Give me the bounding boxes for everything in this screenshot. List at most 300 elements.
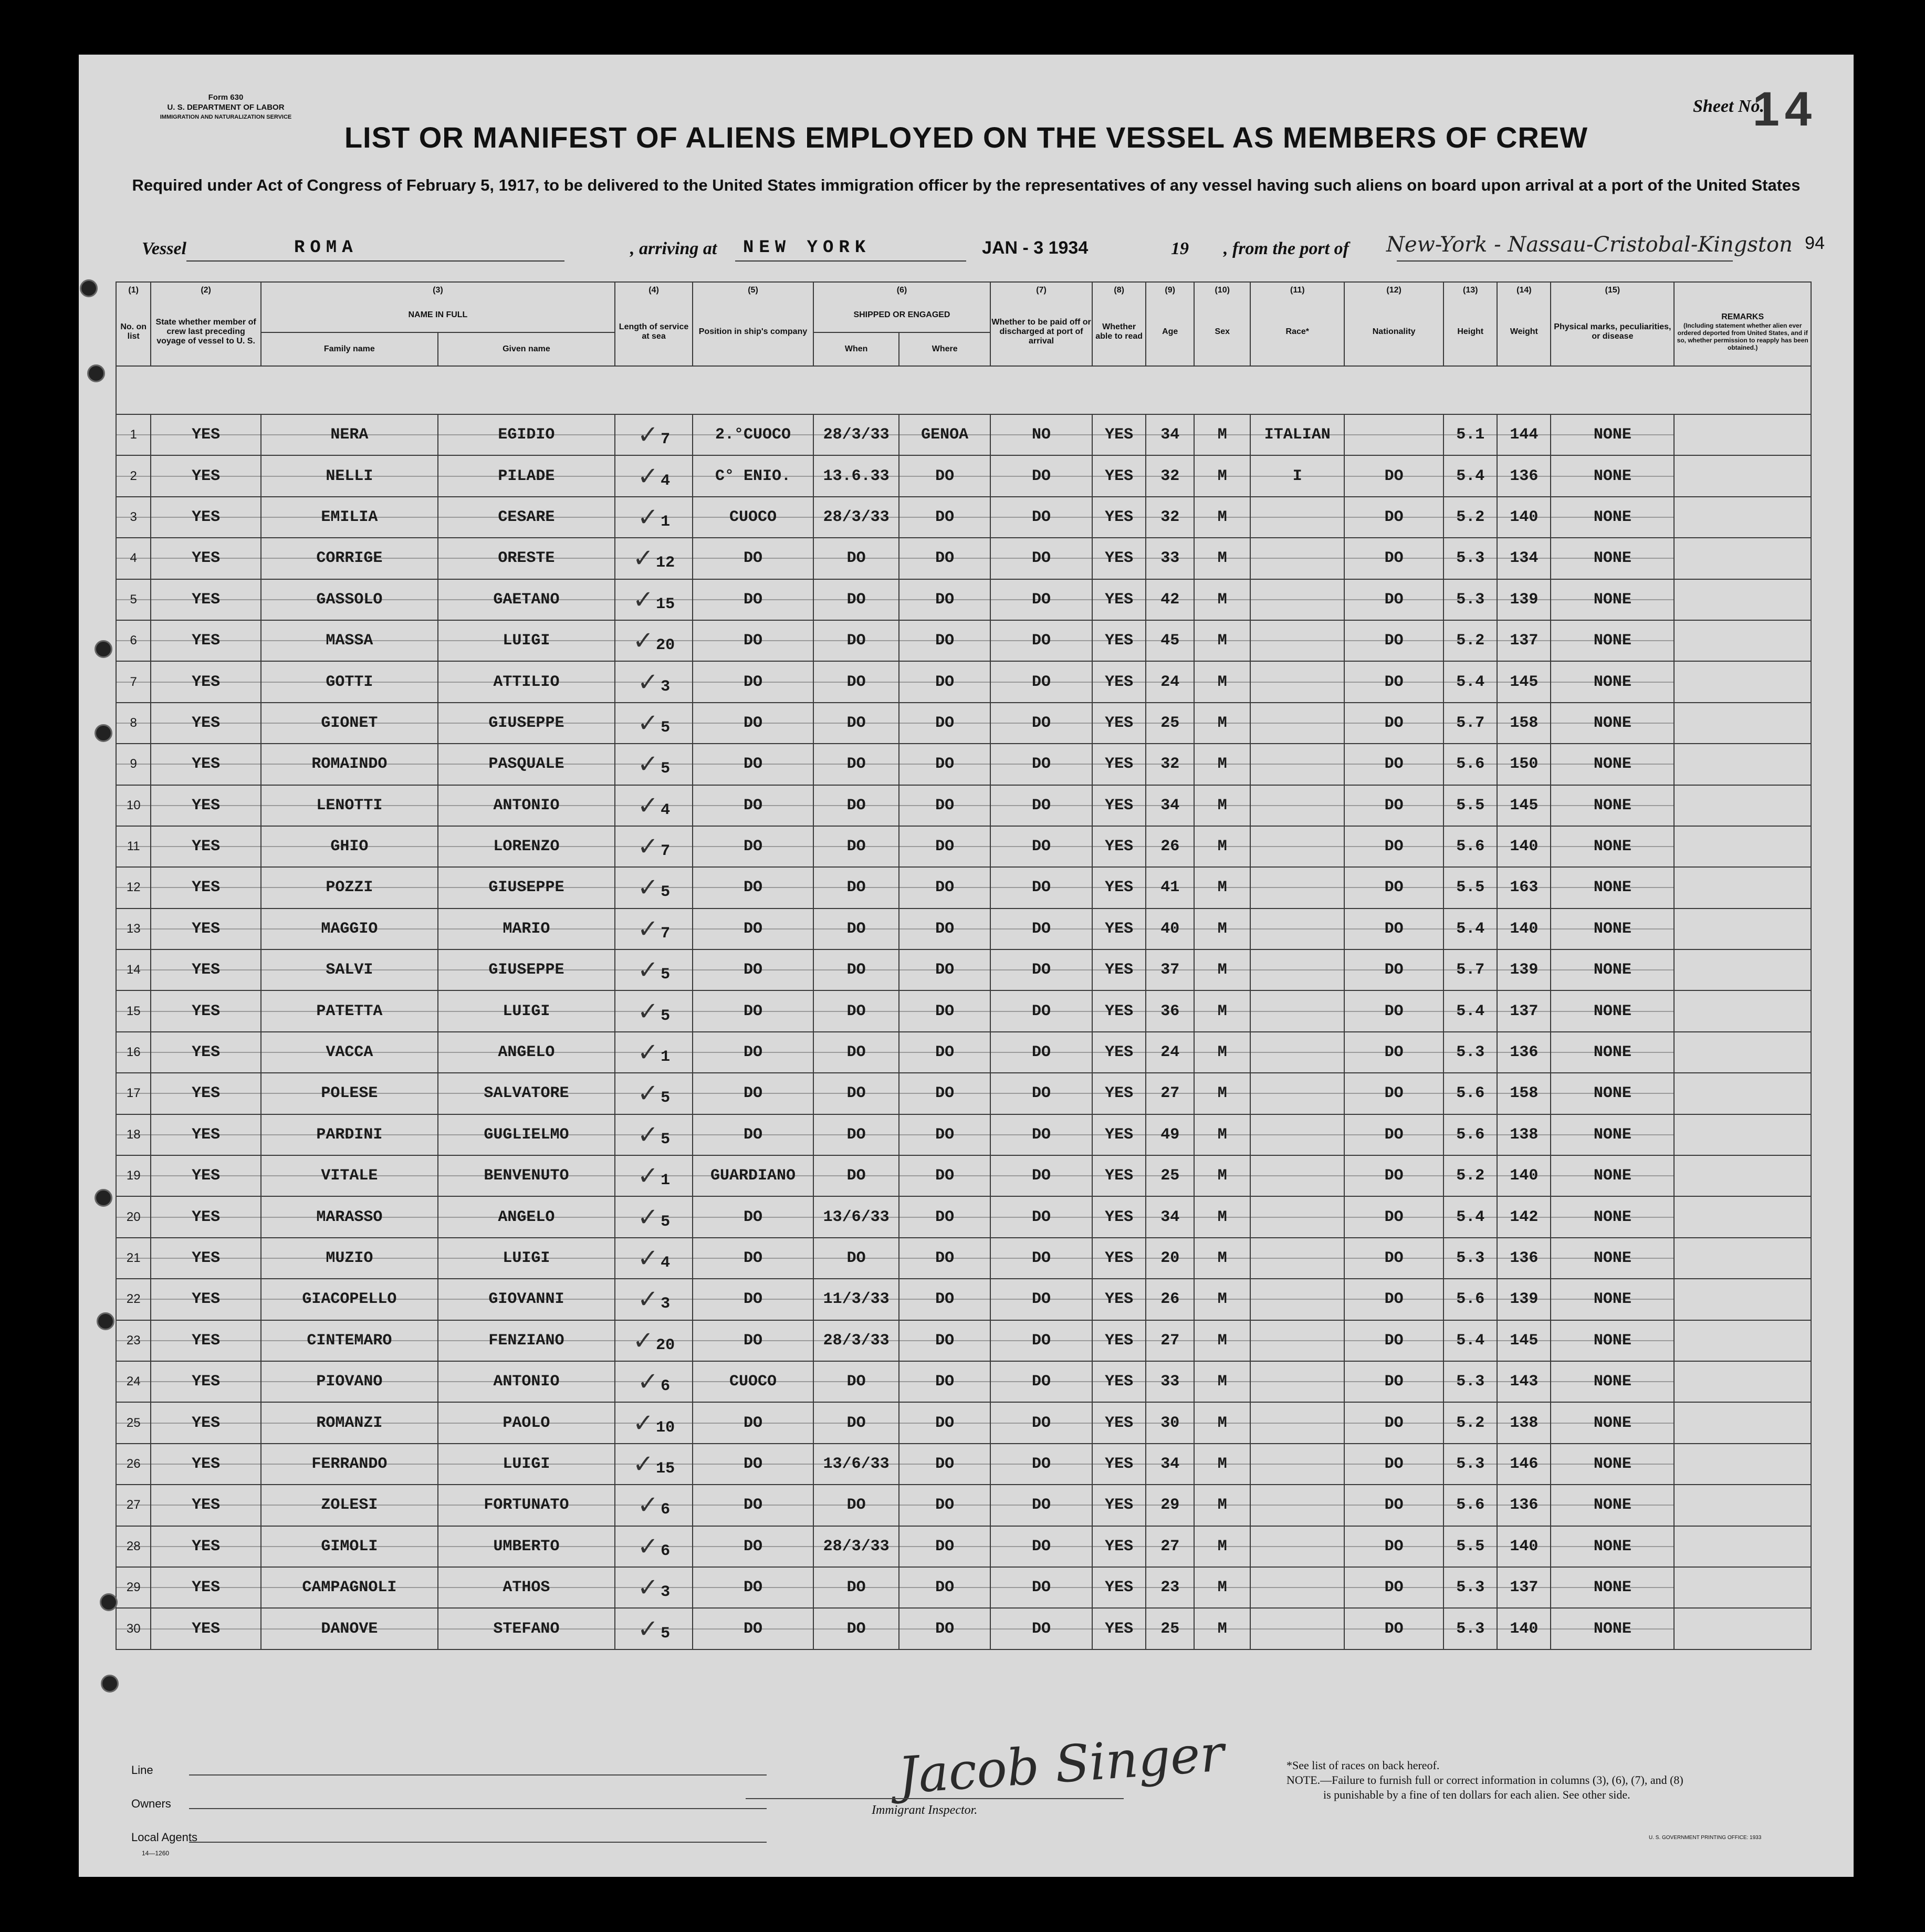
race-cell: [1250, 826, 1344, 867]
height-cell: 5.3: [1443, 1567, 1497, 1608]
family-name-cell: SALVI: [261, 949, 438, 990]
table-row: [116, 1402, 1811, 1443]
paid-off-cell: DO: [990, 538, 1092, 579]
height-cell: 5.6: [1443, 1485, 1497, 1526]
vessel-line: [142, 233, 1793, 262]
row-number: 9: [116, 744, 151, 785]
service-length-cell: [615, 1073, 693, 1114]
age-cell: 34: [1146, 785, 1194, 826]
physical-marks-cell: NONE: [1551, 867, 1674, 908]
table-row: [116, 455, 1811, 496]
col-num-1: (1): [116, 282, 151, 298]
service-length-cell: [615, 1114, 693, 1155]
remarks-cell: [1674, 1485, 1811, 1526]
table-row: [116, 538, 1811, 579]
family-name-cell: MASSA: [261, 620, 438, 661]
row-number: 4: [116, 538, 151, 579]
given-name-cell: SALVATORE: [438, 1073, 615, 1114]
shipped-when-cell: DO: [813, 579, 899, 620]
weight-cell: 140: [1497, 908, 1551, 949]
service-length-value: 5: [661, 1213, 671, 1231]
paid-off-cell: DO: [990, 744, 1092, 785]
col-num-14: (14): [1497, 282, 1551, 298]
prev-voyage-cell: YES: [151, 455, 260, 496]
position-cell: DO: [693, 990, 813, 1031]
shipped-when-cell: DO: [813, 1361, 899, 1402]
service-length-value: 7: [661, 431, 671, 449]
header-nationality: Nationality: [1344, 298, 1443, 366]
header-name-in-full: NAME IN FULL: [261, 298, 615, 332]
given-name-cell: CESARE: [438, 497, 615, 538]
column-number-row: [116, 282, 1811, 298]
paid-off-cell: DO: [990, 826, 1092, 867]
nationality-cell: DO: [1344, 455, 1443, 496]
position-cell: DO: [693, 1485, 813, 1526]
prev-voyage-cell: YES: [151, 1485, 260, 1526]
col-num-10: (10): [1194, 282, 1250, 298]
physical-marks-cell: NONE: [1551, 703, 1674, 744]
paid-off-cell: DO: [990, 1279, 1092, 1320]
row-number: 21: [116, 1238, 151, 1279]
shipped-when-cell: DO: [813, 1114, 899, 1155]
sex-cell: M: [1194, 1320, 1250, 1361]
weight-cell: 140: [1497, 1608, 1551, 1649]
shipped-when-cell: DO: [813, 990, 899, 1031]
checkmark-icon: ✓: [637, 1284, 659, 1314]
row-number: 24: [116, 1361, 151, 1402]
header-height: Height: [1443, 298, 1497, 366]
age-cell: 25: [1146, 703, 1194, 744]
shipped-when-cell: DO: [813, 1032, 899, 1073]
family-name-cell: PATETTA: [261, 990, 438, 1031]
given-name-cell: ORESTE: [438, 538, 615, 579]
position-cell: CUOCO: [693, 497, 813, 538]
height-cell: 5.6: [1443, 1279, 1497, 1320]
service-length-value: 5: [661, 718, 671, 737]
position-cell: DO: [693, 1032, 813, 1073]
service-length-cell: [615, 620, 693, 661]
nationality-cell: DO: [1344, 908, 1443, 949]
table-row: [116, 1485, 1811, 1526]
sex-cell: M: [1194, 414, 1250, 455]
position-cell: 2.°CUOCO: [693, 414, 813, 455]
shipped-when-cell: 11/3/33: [813, 1279, 899, 1320]
line-rule: [189, 1774, 767, 1776]
header-length-of-service: Length of service at sea: [615, 298, 693, 366]
age-cell: 34: [1146, 1196, 1194, 1237]
checkmark-icon: ✓: [632, 544, 654, 573]
from-port: New-York - Nassau-Cristobal-Kingston: [1386, 233, 1793, 257]
service-length-cell: [615, 1320, 693, 1361]
sex-cell: M: [1194, 1608, 1250, 1649]
service-length-cell: [615, 1485, 693, 1526]
service-length-cell: [615, 579, 693, 620]
shipped-when-cell: DO: [813, 703, 899, 744]
shipped-where-cell: DO: [899, 1155, 990, 1196]
height-cell: 5.7: [1443, 703, 1497, 744]
service-length-cell: [615, 949, 693, 990]
service-name: IMMIGRATION AND NATURALIZATION SERVICE: [160, 114, 292, 120]
service-length-cell: [615, 785, 693, 826]
row-number: 19: [116, 1155, 151, 1196]
table-row: [116, 703, 1811, 744]
physical-marks-cell: NONE: [1551, 538, 1674, 579]
able-to-read-cell: YES: [1092, 1444, 1146, 1485]
checkmark-icon: ✓: [637, 502, 659, 532]
prev-voyage-cell: YES: [151, 1320, 260, 1361]
row-number: 15: [116, 990, 151, 1031]
height-cell: 5.6: [1443, 1073, 1497, 1114]
table-row: [116, 826, 1811, 867]
service-length-cell: [615, 1196, 693, 1237]
service-length-cell: [615, 1279, 693, 1320]
weight-cell: 137: [1497, 620, 1551, 661]
service-length-cell: [615, 826, 693, 867]
nationality-cell: DO: [1344, 1526, 1443, 1567]
age-cell: 34: [1146, 1444, 1194, 1485]
page-subtitle: Required under Act of Congress of February 5, 1917, to be delivered to the United States immigration officer by the representatives of any vessel having such aliens on board upon arrival at a port of the United States: [132, 176, 1801, 194]
weight-cell: 145: [1497, 661, 1551, 702]
race-cell: [1250, 1114, 1344, 1155]
checkmark-icon: ✓: [637, 1531, 659, 1561]
shipped-where-cell: DO: [899, 1238, 990, 1279]
age-cell: 24: [1146, 1032, 1194, 1073]
binder-hole: [95, 1189, 112, 1207]
table-row: [116, 1032, 1811, 1073]
age-cell: 40: [1146, 908, 1194, 949]
service-length-value: 4: [661, 801, 671, 819]
footer-line: [131, 1753, 197, 1787]
owners-rule: [189, 1808, 767, 1809]
header-state-whether: State whether member of crew last preceding voyage of vessel to U. S.: [151, 298, 260, 366]
height-cell: 5.4: [1443, 908, 1497, 949]
sex-cell: M: [1194, 497, 1250, 538]
nationality-cell: DO: [1344, 1320, 1443, 1361]
paid-off-cell: DO: [990, 1155, 1092, 1196]
nationality-cell: DO: [1344, 703, 1443, 744]
position-cell: DO: [693, 1279, 813, 1320]
height-cell: 5.5: [1443, 867, 1497, 908]
row-number: 11: [116, 826, 151, 867]
physical-marks-cell: NONE: [1551, 1155, 1674, 1196]
sex-cell: M: [1194, 826, 1250, 867]
position-cell: GUARDIANO: [693, 1155, 813, 1196]
height-cell: 5.3: [1443, 1032, 1497, 1073]
family-name-cell: ROMAINDO: [261, 744, 438, 785]
shipped-when-cell: DO: [813, 867, 899, 908]
height-cell: 5.4: [1443, 1320, 1497, 1361]
race-cell: [1250, 661, 1344, 702]
prev-voyage-cell: YES: [151, 1155, 260, 1196]
given-name-cell: ANGELO: [438, 1196, 615, 1237]
form-code: 14—1260: [142, 1850, 170, 1857]
race-cell: [1250, 1361, 1344, 1402]
height-cell: 5.2: [1443, 1155, 1497, 1196]
table-row: [116, 1279, 1811, 1320]
height-cell: 5.3: [1443, 538, 1497, 579]
weight-cell: 137: [1497, 990, 1551, 1031]
age-cell: 26: [1146, 826, 1194, 867]
paid-off-cell: DO: [990, 785, 1092, 826]
binder-hole: [80, 279, 98, 297]
row-number: 23: [116, 1320, 151, 1361]
row-number: 10: [116, 785, 151, 826]
weight-cell: 140: [1497, 1155, 1551, 1196]
row-number: 22: [116, 1279, 151, 1320]
row-number: 12: [116, 867, 151, 908]
nationality-cell: DO: [1344, 1402, 1443, 1443]
able-to-read-cell: YES: [1092, 538, 1146, 579]
form-header-block: [116, 92, 336, 122]
physical-marks-cell: NONE: [1551, 1032, 1674, 1073]
physical-marks-cell: NONE: [1551, 1485, 1674, 1526]
physical-marks-cell: NONE: [1551, 744, 1674, 785]
prev-voyage-cell: YES: [151, 1114, 260, 1155]
family-name-cell: GIONET: [261, 703, 438, 744]
sex-cell: M: [1194, 1155, 1250, 1196]
shipped-where-cell: DO: [899, 1526, 990, 1567]
weight-cell: 137: [1497, 1567, 1551, 1608]
table-row: [116, 1567, 1811, 1608]
col-num-6: (6): [813, 282, 990, 298]
paid-off-cell: DO: [990, 1567, 1092, 1608]
given-name-cell: LUIGI: [438, 1444, 615, 1485]
row-number: 1: [116, 414, 151, 455]
remarks-cell: [1674, 497, 1811, 538]
position-cell: DO: [693, 1526, 813, 1567]
position-cell: DO: [693, 826, 813, 867]
shipped-where-cell: DO: [899, 1444, 990, 1485]
nationality-cell: DO: [1344, 579, 1443, 620]
physical-marks-cell: NONE: [1551, 455, 1674, 496]
local-agents-label: Local Agents: [131, 1831, 197, 1844]
checkmark-icon: ✓: [637, 1120, 659, 1150]
family-name-cell: CAMPAGNOLI: [261, 1567, 438, 1608]
able-to-read-cell: YES: [1092, 1196, 1146, 1237]
shipped-where-cell: DO: [899, 744, 990, 785]
race-cell: [1250, 497, 1344, 538]
weight-cell: 136: [1497, 1238, 1551, 1279]
paid-off-cell: DO: [990, 1526, 1092, 1567]
checkmark-icon: ✓: [632, 1325, 654, 1355]
service-length-cell: [615, 1032, 693, 1073]
header-family-name: Family name: [261, 332, 438, 366]
binder-hole: [95, 724, 112, 742]
footer-owners: [131, 1787, 197, 1821]
shipped-when-cell: DO: [813, 538, 899, 579]
position-cell: DO: [693, 1114, 813, 1155]
nationality-cell: DO: [1344, 1567, 1443, 1608]
sex-cell: M: [1194, 661, 1250, 702]
shipped-where-cell: DO: [899, 497, 990, 538]
nationality-cell: DO: [1344, 826, 1443, 867]
paid-off-cell: DO: [990, 1444, 1092, 1485]
shipped-where-cell: DO: [899, 538, 990, 579]
physical-marks-cell: NONE: [1551, 1567, 1674, 1608]
family-name-cell: MUZIO: [261, 1238, 438, 1279]
remarks-cell: [1674, 990, 1811, 1031]
shipped-where-cell: DO: [899, 1196, 990, 1237]
race-cell: [1250, 908, 1344, 949]
nationality-cell: DO: [1344, 538, 1443, 579]
shipped-where-cell: GENOA: [899, 414, 990, 455]
position-cell: DO: [693, 1402, 813, 1443]
position-cell: DO: [693, 538, 813, 579]
sex-cell: M: [1194, 744, 1250, 785]
remarks-cell: [1674, 908, 1811, 949]
row-number: 17: [116, 1073, 151, 1114]
shipped-when-cell: DO: [813, 1402, 899, 1443]
family-name-cell: GIACOPELLO: [261, 1279, 438, 1320]
paid-off-cell: DO: [990, 455, 1092, 496]
shipped-where-cell: DO: [899, 661, 990, 702]
checkmark-icon: ✓: [637, 1490, 659, 1520]
race-cell: ITALIAN: [1250, 414, 1344, 455]
paid-off-cell: NO: [990, 414, 1092, 455]
nationality-cell: DO: [1344, 1114, 1443, 1155]
service-length-value: 12: [656, 554, 675, 572]
service-length-value: 15: [656, 595, 675, 613]
weight-cell: 145: [1497, 1320, 1551, 1361]
given-name-cell: MARIO: [438, 908, 615, 949]
binder-hole: [97, 1312, 114, 1330]
prev-voyage-cell: YES: [151, 744, 260, 785]
given-name-cell: ANTONIO: [438, 785, 615, 826]
position-cell: DO: [693, 1196, 813, 1237]
sex-cell: M: [1194, 1073, 1250, 1114]
age-cell: 25: [1146, 1155, 1194, 1196]
nationality-cell: [1344, 414, 1443, 455]
table-row: [116, 1196, 1811, 1237]
weight-cell: 138: [1497, 1402, 1551, 1443]
physical-marks-cell: NONE: [1551, 661, 1674, 702]
header-remarks: [1674, 298, 1811, 366]
date-stamp: JAN - 3 1934: [982, 238, 1089, 258]
shipped-where-cell: DO: [899, 1320, 990, 1361]
page-reference-number: 94: [1805, 233, 1825, 253]
nationality-cell: DO: [1344, 949, 1443, 990]
row-number: 7: [116, 661, 151, 702]
paid-off-cell: DO: [990, 1032, 1092, 1073]
able-to-read-cell: YES: [1092, 908, 1146, 949]
shipped-where-cell: DO: [899, 1402, 990, 1443]
paid-off-cell: DO: [990, 1402, 1092, 1443]
checkmark-icon: ✓: [637, 790, 659, 820]
table-row: [116, 1114, 1811, 1155]
race-cell: [1250, 703, 1344, 744]
shipped-where-cell: DO: [899, 620, 990, 661]
able-to-read-cell: YES: [1092, 826, 1146, 867]
given-name-cell: ATTILIO: [438, 661, 615, 702]
checkmark-icon: ✓: [637, 1614, 659, 1644]
position-cell: C° ENIO.: [693, 455, 813, 496]
nationality-cell: DO: [1344, 1032, 1443, 1073]
service-length-cell: [615, 497, 693, 538]
given-name-cell: ANGELO: [438, 1032, 615, 1073]
prev-voyage-cell: YES: [151, 1073, 260, 1114]
table-row: [116, 1444, 1811, 1485]
race-cell: [1250, 867, 1344, 908]
remarks-cell: [1674, 538, 1811, 579]
physical-marks-cell: NONE: [1551, 497, 1674, 538]
prev-voyage-cell: YES: [151, 949, 260, 990]
row-number: 5: [116, 579, 151, 620]
paid-off-cell: DO: [990, 990, 1092, 1031]
physical-marks-cell: NONE: [1551, 1608, 1674, 1649]
weight-cell: 146: [1497, 1444, 1551, 1485]
owners-label: Owners: [131, 1797, 171, 1810]
note-fine-line-2: is punishable by a fine of ten dollars for each alien. See other side.: [1323, 1788, 1630, 1801]
vessel-name: ROMA: [294, 238, 358, 258]
able-to-read-cell: YES: [1092, 497, 1146, 538]
remarks-cell: [1674, 826, 1811, 867]
paid-off-cell: DO: [990, 579, 1092, 620]
age-cell: 49: [1146, 1114, 1194, 1155]
vessel-rule: [186, 260, 564, 262]
able-to-read-cell: YES: [1092, 1155, 1146, 1196]
shipped-when-cell: DO: [813, 1485, 899, 1526]
remarks-cell: [1674, 1032, 1811, 1073]
prev-voyage-cell: YES: [151, 1032, 260, 1073]
shipped-when-cell: DO: [813, 661, 899, 702]
remarks-cell: [1674, 867, 1811, 908]
height-cell: 5.5: [1443, 785, 1497, 826]
shipped-when-cell: DO: [813, 785, 899, 826]
able-to-read-cell: YES: [1092, 1608, 1146, 1649]
given-name-cell: FENZIANO: [438, 1320, 615, 1361]
col-num-12: (12): [1344, 282, 1443, 298]
position-cell: DO: [693, 908, 813, 949]
physical-marks-cell: NONE: [1551, 579, 1674, 620]
checkmark-icon: ✓: [637, 1573, 659, 1603]
given-name-cell: GIUSEPPE: [438, 867, 615, 908]
sex-cell: M: [1194, 1567, 1250, 1608]
physical-marks-cell: NONE: [1551, 1320, 1674, 1361]
prev-voyage-cell: YES: [151, 1279, 260, 1320]
sex-cell: M: [1194, 579, 1250, 620]
able-to-read-cell: YES: [1092, 1238, 1146, 1279]
table-row: [116, 414, 1811, 455]
year-label: 19: [1171, 239, 1189, 258]
row-number: 30: [116, 1608, 151, 1649]
sex-cell: M: [1194, 1444, 1250, 1485]
prev-voyage-cell: YES: [151, 1196, 260, 1237]
family-name-cell: GHIO: [261, 826, 438, 867]
vessel-label: Vessel: [142, 239, 186, 258]
service-length-cell: [615, 744, 693, 785]
sex-cell: M: [1194, 1114, 1250, 1155]
age-cell: 45: [1146, 620, 1194, 661]
height-cell: 5.2: [1443, 497, 1497, 538]
race-cell: [1250, 1032, 1344, 1073]
service-length-value: 4: [661, 1254, 671, 1272]
paid-off-cell: DO: [990, 703, 1092, 744]
header-position: Position in ship's company: [693, 298, 813, 366]
checkmark-icon: ✓: [632, 1449, 654, 1479]
prev-voyage-cell: YES: [151, 1567, 260, 1608]
service-length-cell: [615, 867, 693, 908]
nationality-cell: DO: [1344, 1361, 1443, 1402]
remarks-cell: [1674, 1196, 1811, 1237]
age-cell: 25: [1146, 1608, 1194, 1649]
physical-marks-cell: NONE: [1551, 908, 1674, 949]
shipped-where-cell: DO: [899, 990, 990, 1031]
service-length-value: 7: [661, 842, 671, 861]
service-length-cell: [615, 1567, 693, 1608]
remarks-cell: [1674, 1320, 1811, 1361]
arriving-port: NEW YORK: [743, 238, 871, 258]
binder-hole: [87, 364, 105, 382]
